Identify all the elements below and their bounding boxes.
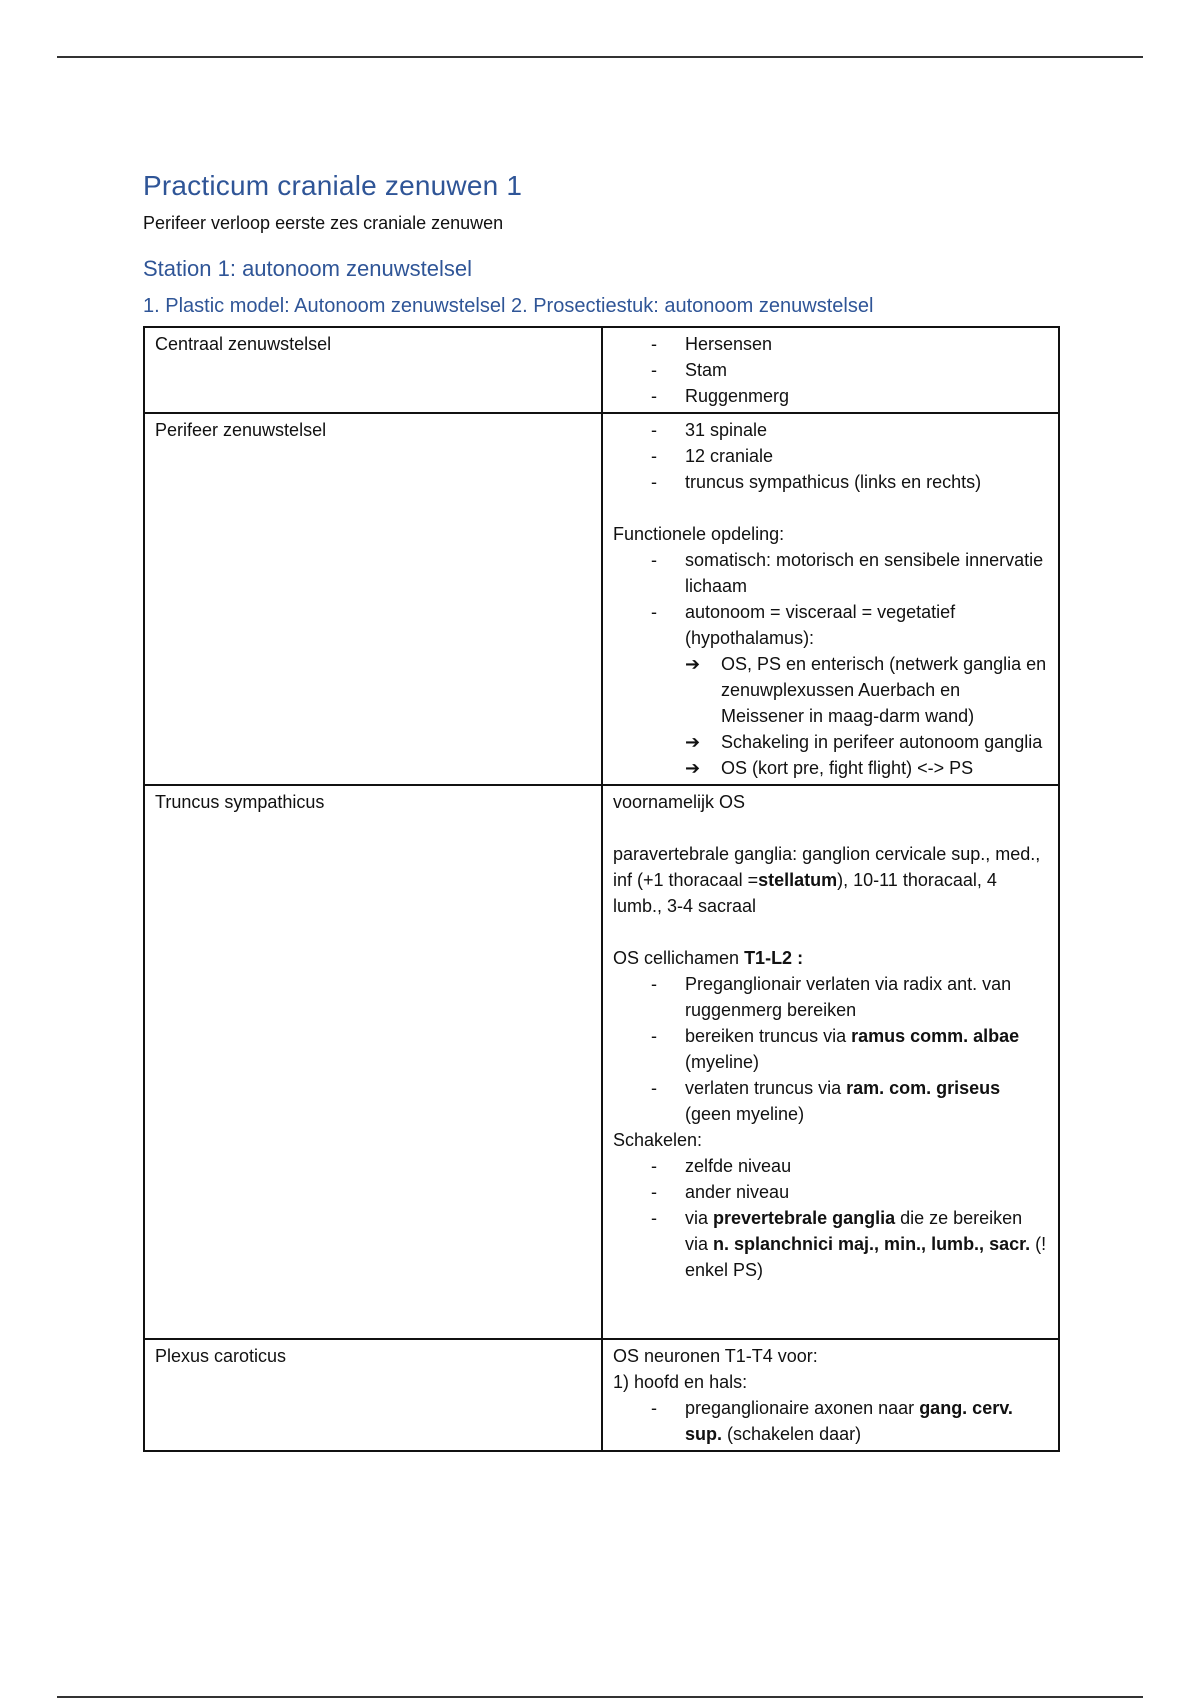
station-heading: Station 1: autonoom zenuwstelsel: [143, 256, 472, 281]
list-item: - Stam: [651, 360, 728, 380]
row-label: Centraal zenuwstelsel: [144, 327, 602, 413]
paragraph: 1) hoofd en hals:: [613, 1372, 748, 1392]
table-row: [144, 785, 1059, 1339]
arrow-item: ➔ Schakeling in perifeer autonoom ganglia: [613, 729, 1048, 755]
table-row: [144, 327, 1059, 413]
page-title: Practicum craniale zenuwen 1: [143, 170, 523, 201]
content-table: [143, 326, 1060, 1452]
row-label: Perifeer zenuwstelsel: [144, 413, 602, 785]
list-item: - Hersensen: [651, 334, 773, 354]
section-heading: Schakelen:: [613, 1130, 703, 1150]
arrow-icon: ➔: [685, 654, 701, 674]
arrow-item: ➔ OS, PS en enterisch (netwerk ganglia en zenuwplexussen Auerbach en Meissener in maag-darm wand): [613, 651, 1048, 729]
arrow-icon: ➔: [685, 758, 701, 778]
row-content: [602, 327, 1059, 413]
list-item: - autonoom = visceraal = vegetatief (hypothalamus):: [651, 602, 956, 648]
list-item: - 12 craniale: [651, 446, 774, 466]
table-row: [144, 413, 1059, 785]
list-item: - preganglionaire axonen naar gang. cerv. sup. (schakelen daar): [651, 1398, 1013, 1444]
table-row: [144, 1339, 1059, 1451]
row-label: Plexus caroticus: [144, 1339, 602, 1451]
arrow-icon: ➔: [685, 732, 701, 752]
paragraph: paravertebrale ganglia: ganglion cervicale sup., med., inf (+1 thoracaal =stellatum), 10-11 thoracaal, 4 lumb., 3-4 sacraal: [613, 844, 1041, 916]
list-item: - verlaten truncus via ram. com. griseus (geen myeline): [651, 1078, 1001, 1124]
paragraph: voornamelijk OS: [613, 792, 746, 812]
paragraph: OS neuronen T1-T4 voor:: [613, 1346, 818, 1366]
list-item: - zelfde niveau: [651, 1156, 792, 1176]
row-label: Truncus sympathicus: [144, 785, 602, 1339]
header-rule: [57, 56, 1143, 58]
row-content: [602, 413, 1059, 785]
paragraph: OS cellichamen T1-L2 :: [613, 948, 804, 968]
list-item: - truncus sympathicus (links en rechts): [651, 472, 982, 492]
list-item: - Preganglionair verlaten via radix ant. van ruggenmerg bereiken: [651, 974, 1012, 1020]
section-heading: Functionele opdeling:: [613, 524, 785, 544]
list-item: - Ruggenmerg: [651, 386, 790, 406]
list-item: - somatisch: motorisch en sensibele innervatie lichaam: [651, 550, 1044, 596]
list-item: - ander niveau: [651, 1182, 790, 1202]
row-content: [602, 785, 1059, 1339]
list-item: - bereiken truncus via ramus comm. albae (myeline): [651, 1026, 1020, 1072]
list-item: - 31 spinale: [651, 420, 768, 440]
row-content: [602, 1339, 1059, 1451]
footer-rule: [57, 1696, 1143, 1698]
sources-heading: 1. Plastic model: Autonoom zenuwstelsel 2. Prosectiestuk: autonoom zenuwstelsel: [143, 295, 874, 317]
arrow-item: ➔ OS (kort pre, fight flight) <-> PS: [613, 755, 1048, 781]
page-subtitle: Perifeer verloop eerste zes craniale zenuwen: [143, 213, 504, 233]
list-item: - via prevertebrale ganglia die ze bereiken via n. splanchnici maj., min., lumb., sacr. (! enkel PS): [651, 1208, 1047, 1280]
